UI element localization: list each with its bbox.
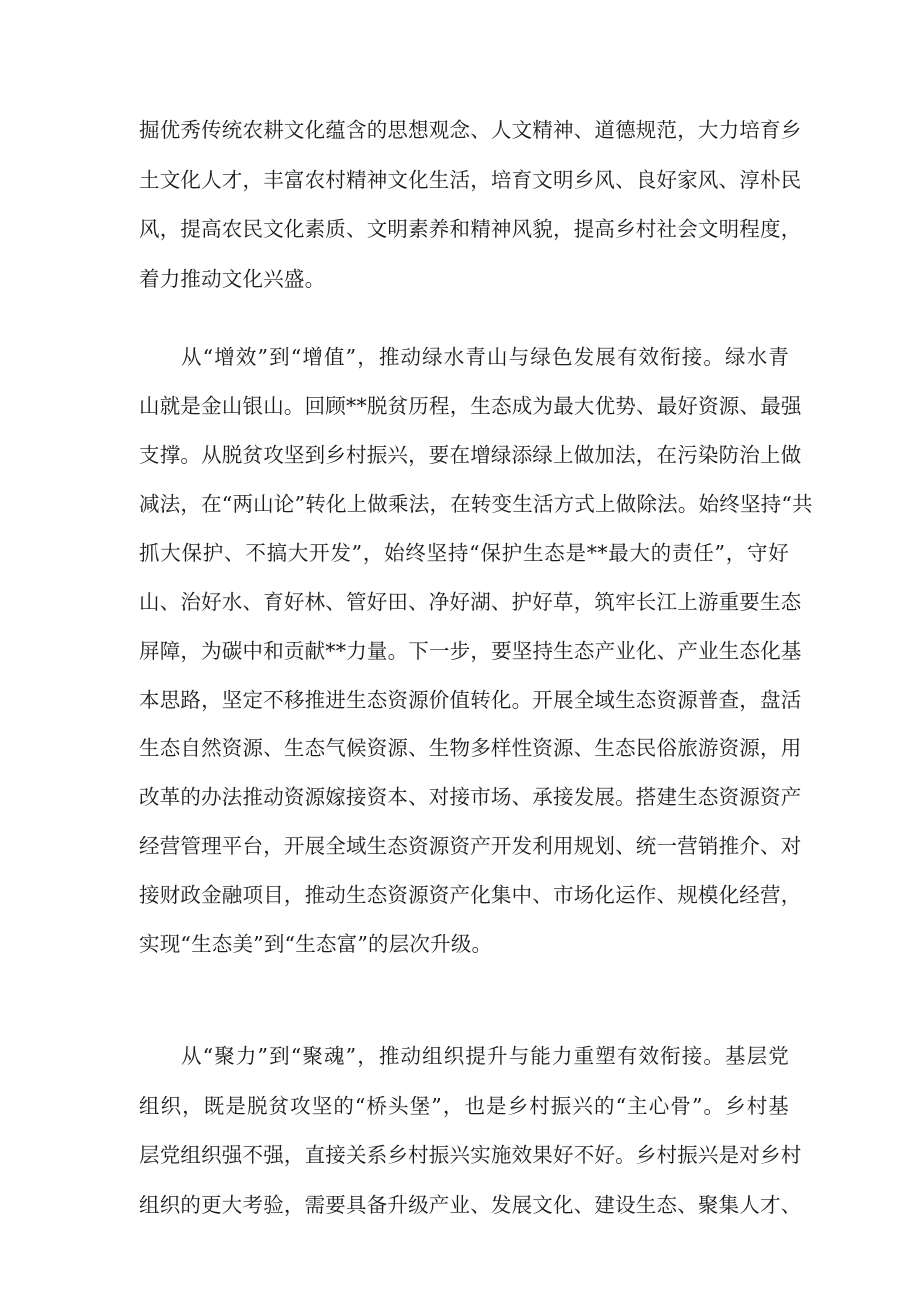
paragraph-2-line-2: 山就是金山银山。回顾**脱贫历程，生态成为最大优势、最好资源、最强 <box>139 394 802 418</box>
paragraph-2-line-7: 屏障，为碳中和贡献**力量。下一步，要坚持生态产业化、产业生态化基 <box>139 639 802 663</box>
paragraph-3-line-3: 层党组织强不强，直接关系乡村振兴实施效果好不好。乡村振兴是对乡村 <box>139 1143 802 1167</box>
paragraph-2-line-13: 实现“生态美”到“生态富”的层次升级。 <box>139 932 493 956</box>
paragraph-3-line-1: 从“聚力”到“聚魂”，推动组织提升与能力重塑有效衔接。基层党 <box>181 1044 789 1068</box>
paragraph-2-line-3: 支撑。从脱贫攻坚到乡村振兴，要在增绿添绿上做加法，在污染防治上做 <box>139 443 802 467</box>
paragraph-2-line-6: 山、治好水、育好林、管好田、净好湖、护好草，筑牢长江上游重要生态 <box>139 590 802 614</box>
paragraph-3-line-4: 组织的更大考验，需要具备升级产业、发展文化、建设生态、聚集人才、 <box>139 1193 802 1217</box>
paragraph-2-line-9: 生态自然资源、生态气候资源、生物多样性资源、生态民俗旅游资源，用 <box>139 736 802 760</box>
paragraph-1-line-1: 掘优秀传统农耕文化蕴含的思想观念、人文精神、道德规范，大力培育乡 <box>139 118 802 142</box>
paragraph-2-line-8: 本思路，坚定不移推进生态资源价值转化。开展全域生态资源普查，盘活 <box>139 688 802 712</box>
paragraph-2-line-12: 接财政金融项目，推动生态资源资产化集中、市场化运作、规模化经营， <box>139 883 802 907</box>
paragraph-2-line-5: 抓大保护、不搞大开发”，始终坚持“保护生态是**最大的责任”，守好 <box>139 541 789 565</box>
paragraph-2-line-1: 从“增效”到“增值”，推动绿水青山与绿色发展有效衔接。绿水青 <box>181 345 789 369</box>
paragraph-1-line-3: 风，提高农民文化素质、文明素养和精神风貌，提高乡村社会文明程度， <box>139 217 802 241</box>
paragraph-1-line-2: 土文化人才，丰富农村精神文化生活，培育文明乡风、良好家风、淳朴民 <box>139 168 802 192</box>
paragraph-1-line-4: 着力推动文化兴盛。 <box>139 267 326 291</box>
paragraph-3-line-2: 组织，既是脱贫攻坚的“桥头堡”，也是乡村振兴的“主心骨”。乡村基 <box>139 1094 789 1118</box>
paragraph-2-line-10: 改革的办法推动资源嫁接资本、对接市场、承接发展。搭建生态资源资产 <box>139 785 802 809</box>
paragraph-2-line-4: 减法，在“两山论”转化上做乘法，在转变生活方式上做除法。始终坚持“共 <box>139 492 813 516</box>
paragraph-2-line-11: 经营管理平台，开展全域生态资源资产开发利用规划、统一营销推介、对 <box>139 834 802 858</box>
